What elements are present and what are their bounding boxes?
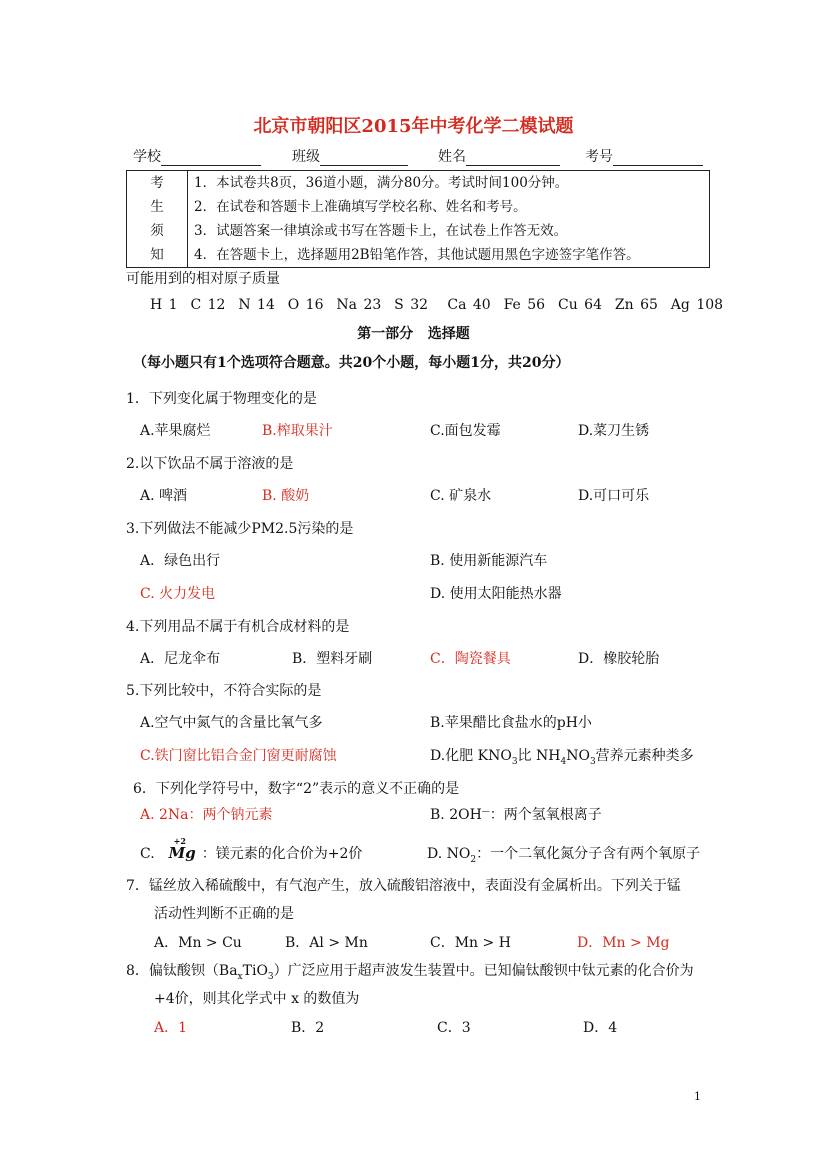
- q6-d-sub: 2: [470, 854, 477, 865]
- q7-option-c: C．Mn > H: [430, 935, 511, 951]
- atomic-mass-label: 可能用到的相对原子质量: [126, 271, 280, 287]
- q8-text: TiO: [242, 963, 268, 979]
- q8-sub: 3: [267, 971, 274, 982]
- page-number: 1: [694, 1090, 701, 1103]
- question-1-stem: 1．下列变化属于物理变化的是: [126, 391, 317, 407]
- notice-side-char: 生: [150, 199, 164, 215]
- info-id-blank: [613, 149, 703, 166]
- q3-option-d: D. 使用太阳能热水器: [430, 586, 562, 602]
- q6-option-b: [430, 804, 602, 824]
- q1-option-c: C.面包发霉: [430, 423, 501, 439]
- info-id-label: 考号: [585, 149, 613, 165]
- info-school: [133, 146, 261, 166]
- question-3-stem: 3.下列做法不能减少PM2.5污染的是: [126, 521, 354, 537]
- info-class-label: 班级: [292, 149, 320, 165]
- q2-option-b: B. 酸奶: [262, 488, 310, 504]
- question-4-stem: 4.下列用品不属于有机合成材料的是: [126, 619, 350, 635]
- q6-option-c: [140, 836, 363, 863]
- info-class-blank: [320, 149, 408, 166]
- q3-option-b: B. 使用新能源汽车: [430, 553, 548, 569]
- q4-option-a: A．尼龙伞布: [140, 651, 221, 667]
- q7-option-d: D．Mn > Mg: [577, 935, 670, 951]
- mg-symbol: Mg: [168, 844, 196, 862]
- q8-option-d: D．4: [583, 1020, 618, 1036]
- q2-option-d: D.可口可乐: [578, 488, 650, 504]
- q6-option-d: [427, 843, 700, 865]
- q5-option-a: A.空气中氮气的含量比氧气多: [140, 715, 323, 731]
- exam-notice-table: [126, 170, 710, 268]
- q5-d-text: 营养元素种类多: [595, 748, 694, 764]
- q4-option-b: B．塑料牙刷: [292, 651, 373, 667]
- page-title: 北京市朝阳区2015年中考化学二模试题: [253, 116, 574, 137]
- q6-c-text: ：镁元素的化合价为+2价: [201, 846, 363, 862]
- q8-sub: x: [237, 971, 243, 982]
- q7-option-a: A．Mn > Cu: [154, 935, 242, 951]
- notice-rule: 4．在答题卡上，选择题用2B铅笔作答，其他试题用黑色字迹签字笔作答。: [194, 247, 640, 263]
- q3-option-c: C. 火力发电: [140, 586, 216, 602]
- question-7-stem-line1: 7．锰丝放入稀硫酸中，有气泡产生，放入硫酸铝溶液中，表面没有金属析出。下列关于锰: [126, 878, 681, 894]
- info-class: [292, 146, 408, 166]
- q6-b-charge: —: [481, 806, 490, 816]
- q7-option-b: B．Al > Mn: [285, 935, 368, 951]
- q5-option-c: C.铁门窗比铝合金门窗更耐腐蚀: [140, 748, 337, 764]
- q6-b-text: ：两个氢氧根离子: [489, 807, 602, 823]
- notice-side-label: [127, 171, 188, 268]
- section-title: 第一部分 选择题: [357, 326, 470, 342]
- info-name: [438, 146, 560, 166]
- q5-d-sub: 3: [589, 756, 596, 767]
- q8-option-a: A．1: [154, 1020, 188, 1036]
- question-8-stem-line2: +4价，则其化学式中 x 的数值为: [154, 991, 360, 1007]
- q6-b-text: B. 2OH: [430, 807, 482, 823]
- section-note: （每小题只有1个选项符合题意。共20个小题，每小题1分，共20分）: [133, 355, 570, 371]
- notice-rule: 2．在试卷和答题卡上准确填写学校名称、姓名和考号。: [194, 199, 527, 215]
- notice-side-char: 考: [150, 175, 164, 191]
- q4-option-c: C．陶瓷餐具: [430, 651, 511, 667]
- q5-d-sub: 4: [560, 756, 567, 767]
- q5-d-text: NO: [566, 748, 590, 764]
- q6-option-a: A. 2Na：两个钠元素: [140, 807, 273, 823]
- notice-rules: [188, 171, 710, 268]
- q6-d-text: ：一个二氧化氮分子含有两个氧原子: [476, 846, 701, 862]
- atomic-mass-list: H 1 C 12 N 14 O 16 Na 23 S 32 Ca 40 Fe 56 Cu 64 Zn 65 Ag 108: [150, 297, 724, 313]
- q1-option-a: A.苹果腐烂: [140, 423, 211, 439]
- q6-d-text: D. NO: [427, 846, 471, 862]
- q3-option-a: A．绿色出行: [140, 553, 221, 569]
- info-id: [585, 146, 703, 166]
- q2-option-a: A. 啤酒: [140, 488, 188, 504]
- q5-option-b: B.苹果醋比食盐水的pH小: [430, 715, 592, 731]
- q8-option-b: B．2: [291, 1020, 325, 1036]
- q2-option-c: C. 矿泉水: [430, 488, 492, 504]
- notice-side-char: 须: [150, 223, 164, 239]
- notice-side-char: 知: [150, 247, 164, 263]
- question-7-stem-line2: 活动性判断不正确的是: [154, 906, 294, 922]
- info-name-blank: [466, 149, 560, 166]
- question-5-stem: 5.下列比较中，不符合实际的是: [126, 683, 322, 699]
- q5-option-d: [430, 745, 694, 767]
- mg-valence-symbol: [168, 836, 196, 862]
- notice-rule: 3．试题答案一律填涂或书写在答题卡上，在试卷上作答无效。: [194, 223, 568, 239]
- q8-text: 8．偏钛酸钡（Ba: [126, 963, 238, 979]
- q8-text: ）广泛应用于超声波发生装置中。已知偏钛酸钡中钛元素的化合价为: [273, 963, 694, 979]
- question-8-stem-line1: [126, 960, 694, 982]
- student-info-row: [133, 146, 703, 168]
- info-name-label: 姓名: [438, 149, 466, 165]
- q4-option-d: D．橡胶轮胎: [578, 651, 660, 667]
- q5-d-text: D.化肥 KNO: [430, 748, 512, 764]
- q1-option-b: B.榨取果汁: [262, 423, 333, 439]
- q5-d-text: 比 NH: [517, 748, 561, 764]
- info-school-label: 学校: [133, 149, 161, 165]
- info-school-blank: [161, 149, 261, 166]
- mg-charge: +2: [173, 836, 186, 846]
- question-2-stem: 2.以下饮品不属于溶液的是: [126, 456, 294, 472]
- q6-c-text: C.: [140, 846, 155, 862]
- q1-option-d: D.菜刀生锈: [578, 423, 650, 439]
- question-6-stem: 6．下列化学符号中，数字“2”表示的意义不正确的是: [133, 781, 460, 797]
- notice-rule: 1．本试卷共8页，36道小题，满分80分。考试时间100分钟。: [194, 175, 569, 191]
- q5-d-sub: 3: [511, 756, 518, 767]
- q8-option-c: C．3: [437, 1020, 471, 1036]
